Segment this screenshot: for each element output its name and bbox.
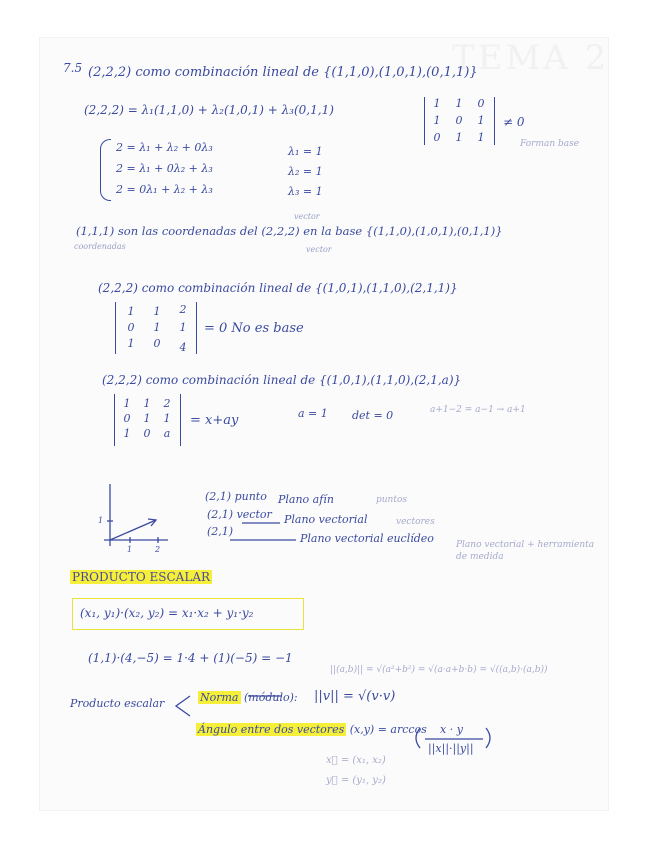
coordenadas-annotation: coordenadas xyxy=(74,242,126,251)
plane-label: (2,1) xyxy=(207,525,234,538)
vector-annotation-top: vector xyxy=(294,212,320,221)
plane-note: vectores xyxy=(396,517,435,527)
det-cell: 1 xyxy=(143,412,151,425)
plane-target: Plano vectorial xyxy=(284,513,368,526)
det-bar-right xyxy=(196,302,197,354)
brace-split xyxy=(176,696,190,716)
det-cell: 0 xyxy=(153,337,161,350)
plane-note: Plano vectorial + herramienta de medida xyxy=(456,540,595,562)
y-tick-label: 1 xyxy=(98,516,104,525)
det-cell: 2 xyxy=(179,303,187,316)
det-cell: 1 xyxy=(477,131,485,144)
det-cell: a xyxy=(163,427,171,440)
det-cell: 0 xyxy=(433,131,441,144)
x-tick-label: 2 xyxy=(155,545,161,554)
vector-arrow xyxy=(110,520,156,540)
system-equation: 2 = λ₁ + λ₂ + 0λ₃ xyxy=(116,141,213,154)
norm-formula: ||v|| = √(v·v) xyxy=(314,689,396,704)
det-cell: 1 xyxy=(123,427,131,440)
solution-lambda: λ₂ = 1 xyxy=(288,165,323,178)
plane-target: Plano afín xyxy=(278,493,334,506)
det-cell: 0 xyxy=(127,321,135,334)
det-bar-left xyxy=(114,394,115,446)
example2-heading: (2,2,2) como combinación lineal de {(1,0,1),(1,1,0),(2,1,1)} xyxy=(98,281,458,295)
det-cell: 1 xyxy=(127,305,135,318)
det-cell: 1 xyxy=(433,97,441,110)
dot-product-example: (1,1)·(4,−5) = 1·4 + (1)(−5) = −1 xyxy=(88,651,293,665)
det-cell: 1 xyxy=(153,305,161,318)
bleed-through-title: TEMA 2 xyxy=(452,38,610,78)
det-cell: 0 xyxy=(143,427,151,440)
norm-expansion: ||(a,b)|| = √(a²+b²) = √(a·a+b·b) = √((a,b)·(a,b)) xyxy=(330,665,548,675)
det-cell: 0 xyxy=(477,97,485,110)
system-equation: 2 = λ₁ + 0λ₂ + λ₃ xyxy=(116,162,213,175)
plane-target: Plano vectorial euclídeo xyxy=(300,532,434,545)
det-bar-left xyxy=(115,302,116,354)
x-vector-definition: x⃗ = (x₁, x₂) xyxy=(326,755,386,766)
system-equation: 2 = 0λ₁ + λ₂ + λ₃ xyxy=(116,183,213,196)
a-value: a = 1 xyxy=(298,407,328,420)
fraction-denominator: ||x||·||y|| xyxy=(428,742,474,755)
det-cell: 1 xyxy=(163,412,171,425)
y-vector-definition: y⃗ = (y₁, y₂) xyxy=(326,775,386,786)
solution-lambda: λ₁ = 1 xyxy=(288,145,323,158)
side-calculation: a+1−2 = a−1 → a+1 xyxy=(430,405,526,415)
det-bar-right xyxy=(494,97,495,145)
det-cell: 0 xyxy=(455,114,463,127)
det-cell: 1 xyxy=(123,397,131,410)
det-cell: 1 xyxy=(477,114,485,127)
det-result: = x+ay xyxy=(190,413,239,428)
vector-annotation-bottom: vector xyxy=(306,245,332,254)
plane-note: puntos xyxy=(376,495,408,505)
det-zero: det = 0 xyxy=(352,409,394,422)
dot-product-formula: (x₁, y₁)·(x₂, y₂) = x₁·x₂ + y₁·y₂ xyxy=(80,606,254,620)
det-cell: 1 xyxy=(153,321,161,334)
det-cell: 1 xyxy=(455,97,463,110)
det-cell: 1 xyxy=(179,321,187,334)
exercise-number: 7.5 xyxy=(63,61,83,75)
det-cell: 4 xyxy=(179,341,187,354)
plane-label: (2,1) punto xyxy=(205,490,267,503)
det-cell: 1 xyxy=(127,337,135,350)
det-cell: 1 xyxy=(433,114,441,127)
fraction-numerator: x · y xyxy=(440,723,463,736)
linear-combination-equation: (2,2,2) = λ₁(1,1,0) + λ₂(1,0,1) + λ₃(0,1,1) xyxy=(84,103,334,117)
norma-line: Norma (módulo): xyxy=(200,691,298,704)
angle-line: Ángulo entre dos vectores (x,y) = arccos xyxy=(198,723,427,736)
example3-heading: (2,2,2) como combinación lineal de {(1,0,1),(1,1,0),(2,1,a)} xyxy=(102,373,462,387)
solution-lambda: λ₃ = 1 xyxy=(288,185,323,198)
x-tick-label: 1 xyxy=(127,545,133,554)
exercise-heading: (2,2,2) como combinación lineal de {(1,1,0),(1,0,1),(0,1,1)} xyxy=(88,65,478,80)
det-cell: 1 xyxy=(455,131,463,144)
det-cell: 2 xyxy=(163,397,171,410)
plane-label: (2,1) vector xyxy=(207,508,272,521)
system-brace xyxy=(100,139,111,201)
right-paren xyxy=(486,728,490,748)
producto-escalar-heading: PRODUCTO ESCALAR xyxy=(72,570,211,584)
det-bar-right xyxy=(180,394,181,446)
det-cell: 0 xyxy=(123,412,131,425)
producto-escalar-label: Producto escalar xyxy=(70,697,165,710)
det-nonzero: ≠ 0 xyxy=(503,115,525,129)
coordinates-sentence: (1,1,1) son las coordenadas del (2,2,2) en la base {(1,1,0),(1,0,1),(0,1,1)} xyxy=(76,224,503,238)
forman-base-note: Forman base xyxy=(520,139,580,149)
det-bar-left xyxy=(424,97,425,145)
no-es-base: = 0 No es base xyxy=(204,321,304,336)
det-cell: 1 xyxy=(143,397,151,410)
